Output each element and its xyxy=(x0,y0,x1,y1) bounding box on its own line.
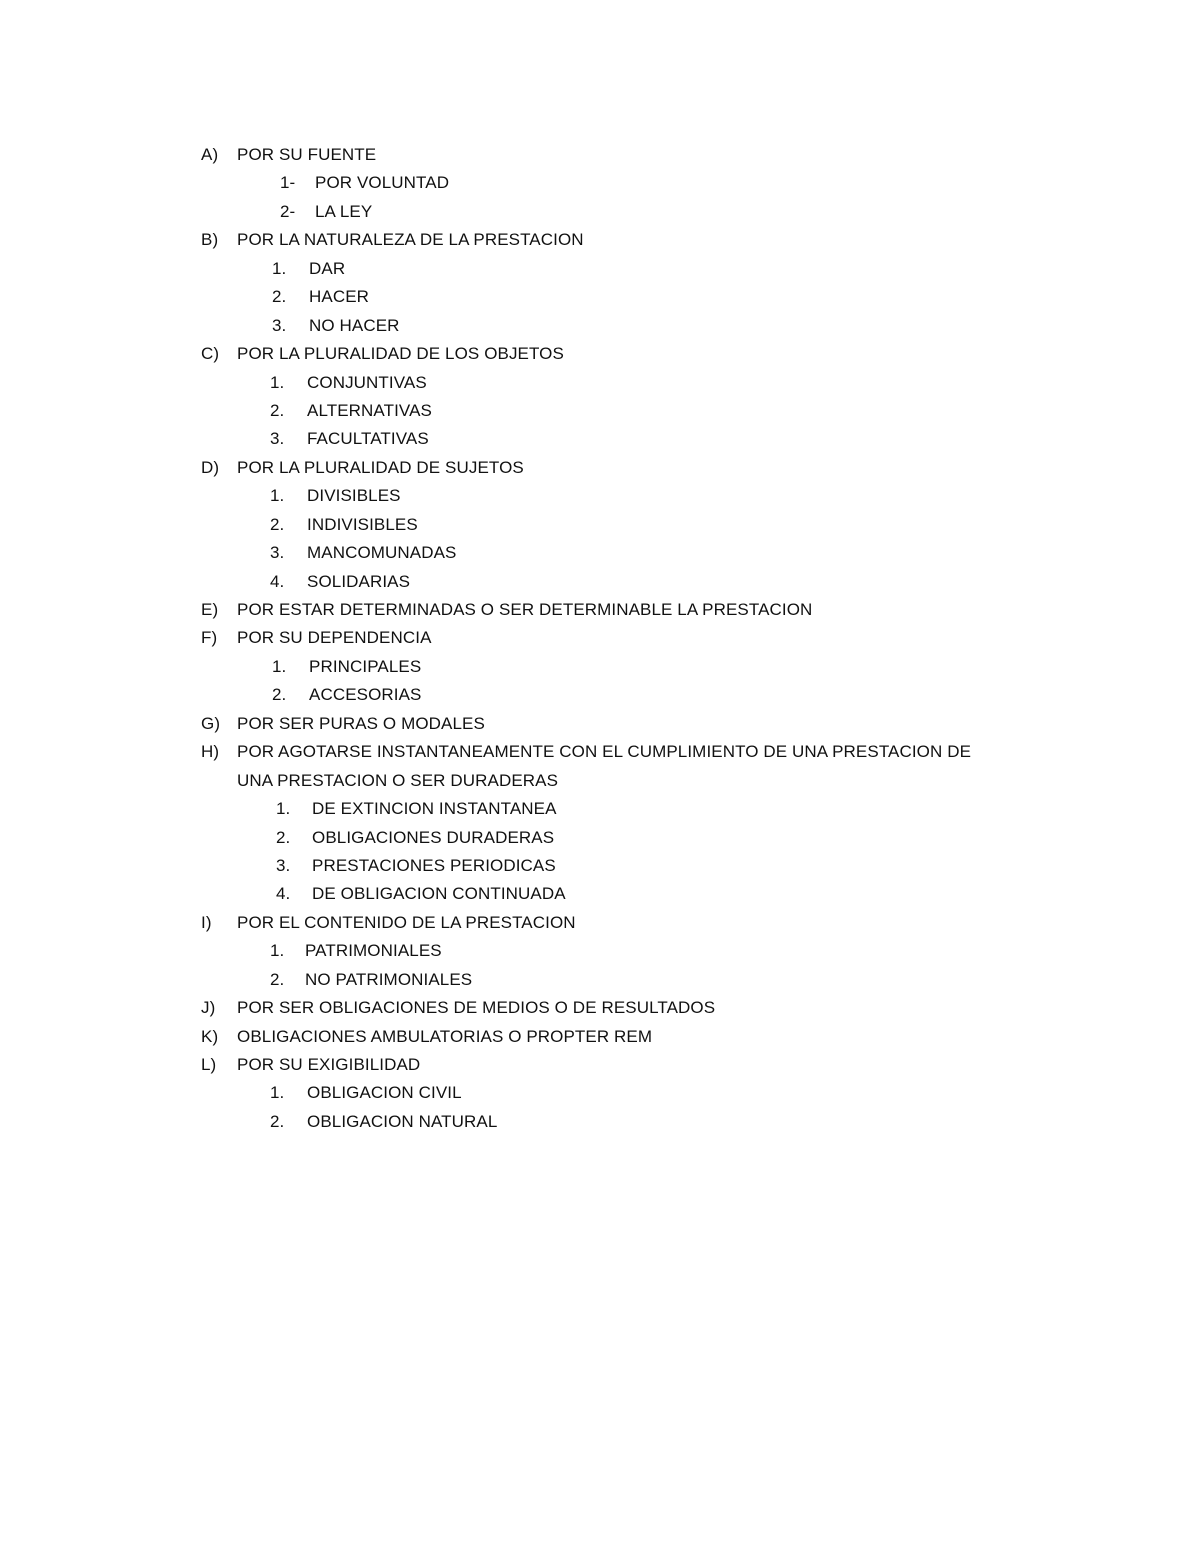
item-text: ALTERNATIVAS xyxy=(307,400,432,420)
item-text: POR VOLUNTAD xyxy=(315,173,450,193)
item-number: 2. xyxy=(272,287,287,307)
section-heading xyxy=(0,710,1200,738)
section-title: POR SU FUENTE xyxy=(237,145,377,164)
item-number: 1. xyxy=(272,656,287,676)
item-number: 1. xyxy=(270,372,285,392)
item-number: 4. xyxy=(270,571,285,591)
section-letter: E) xyxy=(201,600,219,619)
section-title: POR SU EXIGIBILIDAD xyxy=(237,1055,421,1074)
item-text: OBLIGACIONES DURADERAS xyxy=(312,827,555,847)
list-item xyxy=(0,511,1200,539)
section-title: POR SER PURAS O MODALES xyxy=(237,713,485,733)
item-text: SOLIDARIAS xyxy=(307,571,411,591)
section-letter: G) xyxy=(201,713,221,733)
list-item xyxy=(0,369,1200,397)
item-text: NO HACER xyxy=(309,315,400,335)
section-letter: A) xyxy=(201,145,219,164)
section-heading xyxy=(0,596,1200,624)
list-item xyxy=(0,255,1200,283)
section-heading-continuation xyxy=(0,767,1200,795)
section-letter: J) xyxy=(201,998,216,1018)
item-text: PRINCIPALES xyxy=(309,656,422,676)
item-number: 1. xyxy=(270,941,285,961)
item-text: ACCESORIAS xyxy=(309,685,422,705)
document-page xyxy=(0,141,1200,1136)
list-item xyxy=(0,312,1200,340)
section-letter: H) xyxy=(201,742,220,762)
item-text: NO PATRIMONIALES xyxy=(305,969,473,989)
item-text: OBLIGACION CIVIL xyxy=(307,1083,462,1103)
section-heading xyxy=(0,1023,1200,1051)
section-heading xyxy=(0,738,1200,766)
item-number: 1. xyxy=(272,258,287,278)
list-item xyxy=(0,937,1200,965)
list-item xyxy=(0,795,1200,823)
section-heading xyxy=(0,994,1200,1022)
item-number: 1- xyxy=(280,173,296,193)
section-heading xyxy=(0,141,1200,169)
item-number: 1. xyxy=(270,1083,285,1103)
item-number: 1. xyxy=(276,799,291,819)
item-number: 2. xyxy=(270,514,285,534)
item-text: MANCOMUNADAS xyxy=(307,543,457,563)
section-title: POR LA NATURALEZA DE LA PRESTACION xyxy=(237,230,584,250)
section-heading xyxy=(0,454,1200,482)
section-title: POR LA PLURALIDAD DE LOS OBJETOS xyxy=(237,344,564,364)
item-text: CONJUNTIVAS xyxy=(307,372,427,392)
item-text: DE OBLIGACION CONTINUADA xyxy=(312,884,566,904)
list-item xyxy=(0,1079,1200,1107)
item-number: 3. xyxy=(272,315,287,335)
item-number: 2- xyxy=(280,201,296,221)
section-heading xyxy=(0,1051,1200,1079)
section-letter: L) xyxy=(201,1055,217,1074)
list-item xyxy=(0,824,1200,852)
item-number: 2. xyxy=(270,400,285,420)
section-title: OBLIGACIONES AMBULATORIAS O PROPTER REM xyxy=(237,1026,653,1046)
list-item xyxy=(0,681,1200,709)
list-item xyxy=(0,397,1200,425)
item-text: OBLIGACION NATURAL xyxy=(307,1111,498,1131)
item-text: INDIVISIBLES xyxy=(307,514,418,534)
list-item xyxy=(0,198,1200,226)
list-item xyxy=(0,880,1200,908)
section-title: POR LA PLURALIDAD DE SUJETOS xyxy=(237,457,524,477)
item-number: 3. xyxy=(270,543,285,563)
section-title: POR AGOTARSE INSTANTANEAMENTE CON EL CUMPLIMIENTO DE UNA PRESTACION DE xyxy=(237,742,972,762)
section-heading xyxy=(0,624,1200,652)
item-number: 3. xyxy=(276,855,291,875)
item-text: DAR xyxy=(309,258,346,278)
section-letter: C) xyxy=(201,344,220,364)
list-item xyxy=(0,169,1200,197)
item-text: HACER xyxy=(309,287,370,307)
list-item xyxy=(0,653,1200,681)
item-text: LA LEY xyxy=(315,201,373,221)
section-letter: I) xyxy=(201,912,212,932)
list-item xyxy=(0,568,1200,596)
section-title: POR SER OBLIGACIONES DE MEDIOS O DE RESULTADOS xyxy=(237,998,716,1018)
item-number: 2. xyxy=(276,827,291,847)
section-heading xyxy=(0,340,1200,368)
item-number: 4. xyxy=(276,884,291,904)
list-item xyxy=(0,482,1200,510)
section-letter: B) xyxy=(201,230,219,250)
item-number: 2. xyxy=(270,969,285,989)
item-number: 1. xyxy=(270,486,285,506)
list-item xyxy=(0,852,1200,880)
section-title-continuation: UNA PRESTACION O SER DURADERAS xyxy=(237,770,559,790)
list-item xyxy=(0,283,1200,311)
section-letter: F) xyxy=(201,628,218,648)
section-title: POR ESTAR DETERMINADAS O SER DETERMINABLE LA PRESTACION xyxy=(237,600,813,619)
item-text: DE EXTINCION INSTANTANEA xyxy=(312,799,557,819)
section-title: POR EL CONTENIDO DE LA PRESTACION xyxy=(237,912,576,932)
list-item xyxy=(0,539,1200,567)
section-title: POR SU DEPENDENCIA xyxy=(237,628,432,648)
list-item xyxy=(0,966,1200,994)
section-heading xyxy=(0,226,1200,254)
item-text: PATRIMONIALES xyxy=(305,941,442,961)
item-text: FACULTATIVAS xyxy=(307,429,429,449)
item-number: 3. xyxy=(270,429,285,449)
section-letter: K) xyxy=(201,1026,219,1046)
list-item xyxy=(0,425,1200,453)
section-heading xyxy=(0,909,1200,937)
section-letter: D) xyxy=(201,457,220,477)
list-item xyxy=(0,1108,1200,1136)
item-number: 2. xyxy=(270,1111,285,1131)
item-number: 2. xyxy=(272,685,287,705)
item-text: PRESTACIONES PERIODICAS xyxy=(312,855,556,875)
item-text: DIVISIBLES xyxy=(307,486,401,506)
